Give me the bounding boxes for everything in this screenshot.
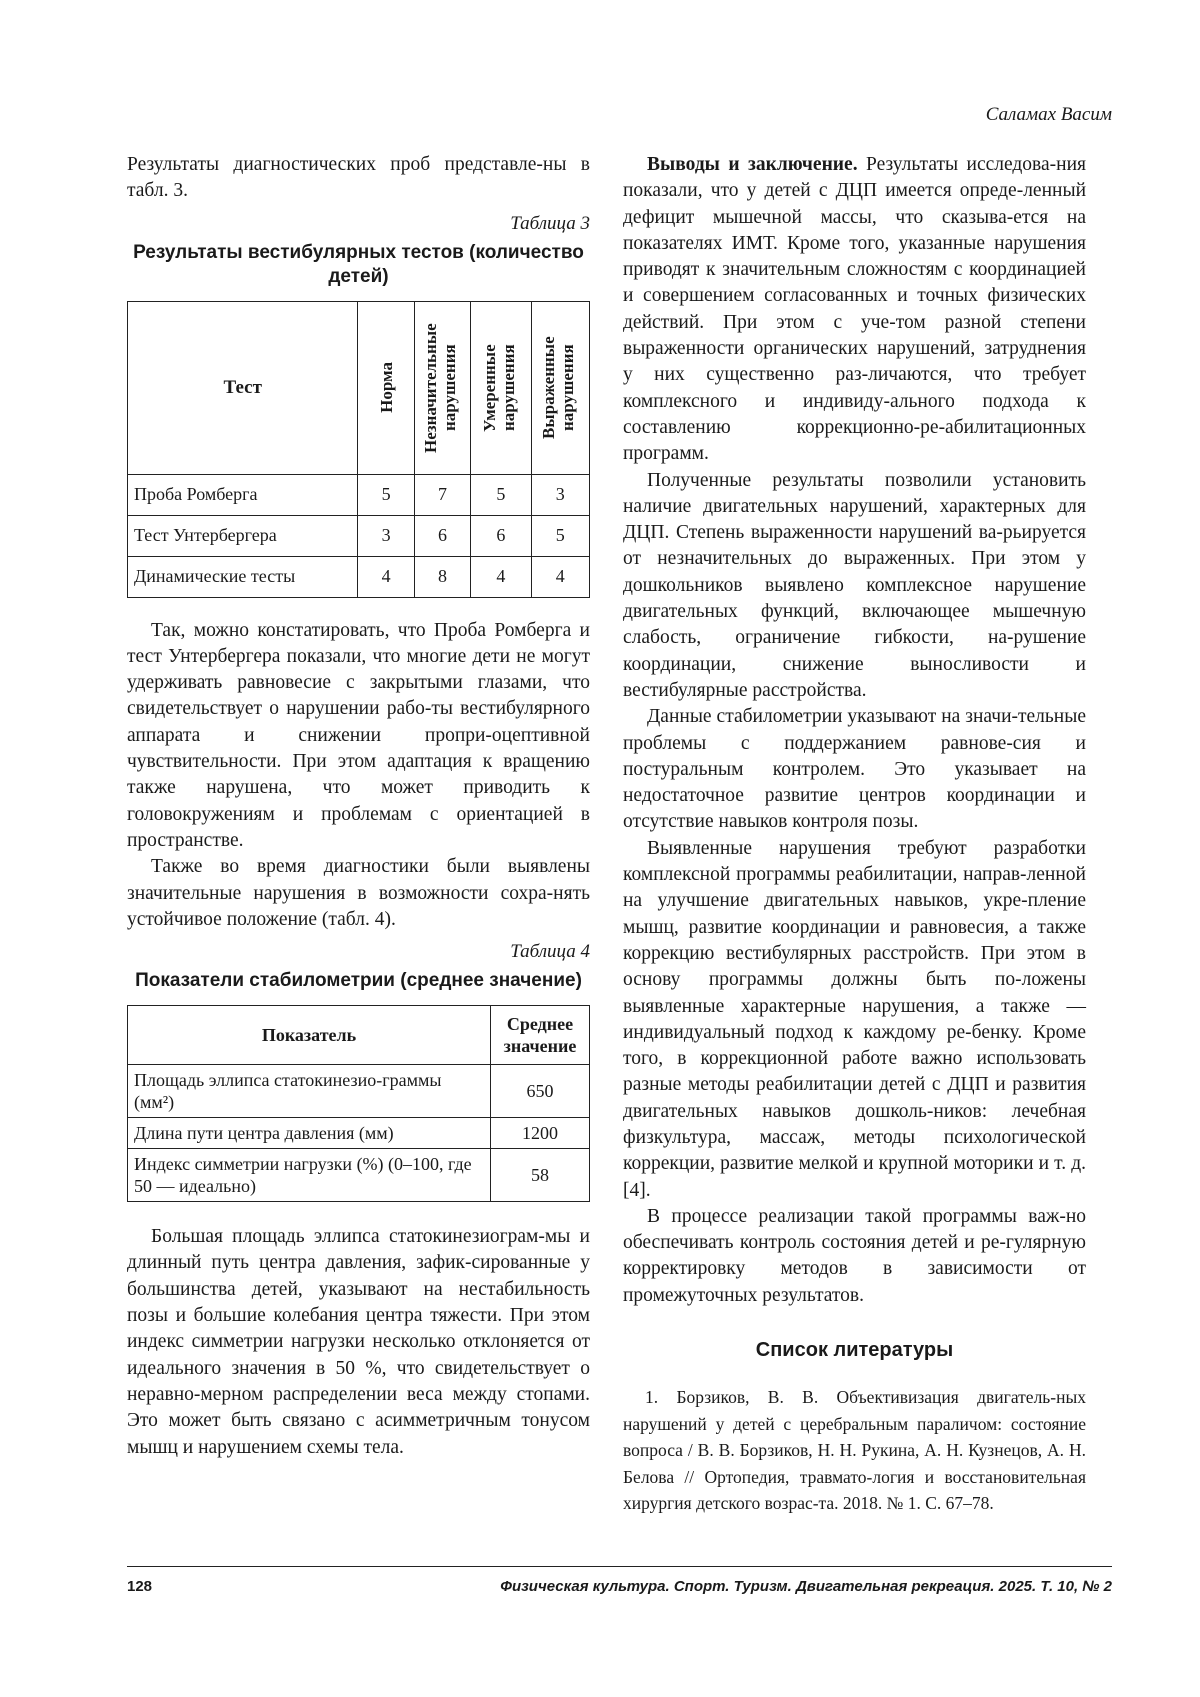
table3-cell-moderate: 4: [471, 556, 531, 597]
body-paragraph: Данные стабилометрии указывают на значи-тельные проблемы с поддержанием равнове-сия и постуральным контролем. Это указывает на недостаточное развитие центров координации и отсутствие навыков контроля позы.: [623, 706, 1086, 833]
table4-cell-value: 650: [491, 1065, 590, 1118]
table4-label: Таблица 4: [510, 941, 590, 963]
table3-cell-norm: 4: [358, 556, 414, 597]
table3-label: Таблица 3: [510, 212, 590, 234]
table3-cell-minor: 7: [414, 474, 470, 515]
table3-cell-severe: 3: [531, 474, 589, 515]
table3-cell-severe: 4: [531, 556, 589, 597]
table-row: [128, 556, 590, 597]
table3-col-minor: Незначительные нарушения: [414, 301, 470, 474]
table-row: [128, 1118, 590, 1149]
table4-cell-value: 58: [491, 1149, 590, 1202]
table3-cell-moderate: 5: [471, 474, 531, 515]
table3-cell-minor: 8: [414, 556, 470, 597]
conclusions-lead: Выводы и заключение.: [647, 154, 858, 175]
table3-col-moderate: Умеренные нарушения: [471, 301, 531, 474]
table3-cell-norm: 5: [358, 474, 414, 515]
table3-title: Результаты вестибулярных тестов (количество детей): [133, 241, 584, 287]
table3-col-severe: Выраженные нарушения: [531, 301, 589, 474]
body-paragraph: Большая площадь эллипса статокинезиограм-мы и длинный путь центра давления, зафик-сированные у большинства детей, указывают на нестабильность позы и большие колебания центра тяжести. При этом индекс симметрии нагрузки несколько отклоняется от идеального значения в 50 %, что свидетельствует о неравно-мерном распределении веса между стопами. Это может быть связано с асимметричным тонусом мышц и нарушением схемы тела.: [127, 1226, 590, 1458]
table4-cell-value: 1200: [491, 1118, 590, 1149]
table4-cell-name: Площадь эллипса статокинезио-граммы (мм²): [128, 1065, 491, 1118]
table3-cell-minor: 6: [414, 515, 470, 556]
table3-header-row: [128, 301, 590, 474]
journal-title: Физическая культура. Спорт. Туризм. Двигательная рекреация. 2025. Т. 10, № 2: [500, 1578, 1112, 1595]
table-row: [128, 474, 590, 515]
table3-col-test: Тест: [128, 301, 358, 474]
body-paragraph: Полученные результаты позволили установить наличие двигательных нарушений, характерных для ДЦП. Степень выраженности нарушений ва-рьируется от незначительных до выраженных. При этом у дошкольников выявлено комплексное нарушение двигательных функций, включающее мышечную слабость, ограничение гибкости, на-рушение координации, снижение выносливости и вестибулярные расстройства.: [623, 469, 1086, 701]
table3-cell-norm: 3: [358, 515, 414, 556]
conclusions-paragraph: [623, 152, 1086, 468]
body-paragraph: Выявленные нарушения требуют разработки комплексной программы реабилитации, направ-ленной на улучшение двигательных навыков, укре-пление мышц, развитие координации и равновесия, а также коррекцию вестибулярных расстройств. При этом в основу программы должны быть по-ложены выявленные характерные нарушения, а также — индивидуальный подход к каждому ре-бенку. Кроме того, в коррекционной работе важно использовать разные методы реабилитации детей с ДЦП и развития двигательных навыков дошколь-ников: лечебная физкультура, массаж, методы психологической коррекции, развитие мелкой и крупной моторики и т. д. [4].: [623, 837, 1086, 1201]
table3-cell-name: Тест Унтербергера: [128, 515, 358, 556]
intro-paragraph: Результаты диагностических проб представле-ны в табл. 3.: [127, 154, 590, 202]
reference-item: 1. Борзиков, В. В. Объективизация двигатель-ных нарушений у детей с церебральным параличом: состояние вопроса / В. В. Борзиков, Н. Н. Рукина, А. Н. Кузнецов, А. Н. Белова // Ортопедия, травмато-логия и восстановительная хирургия детского возрас-та. 2018. № 1. С. 67–78.: [623, 1387, 1086, 1514]
page-number: 128: [127, 1578, 153, 1595]
right-column: [623, 152, 1086, 1517]
footer-rule: [127, 1566, 1112, 1567]
table4-title: Показатели стабилометрии (среднее значение): [135, 970, 582, 992]
body-paragraph: Так, можно констатировать, что Проба Ромберга и тест Унтербергера показали, что многие дети не могут удерживать равновесие с закрытыми глазами, что свидетельствует о нарушении рабо-ты вестибулярного аппарата и снижении пропри-оцептивной чувствительности. При этом адаптация к вращению также нарушена, что может приводить к головокружениям и проблемам с ориентацией в пространстве.: [127, 619, 590, 851]
table-row: [128, 1065, 590, 1118]
table-row: [128, 1149, 590, 1202]
body-paragraph: В процессе реализации такой программы важ-но обеспечивать контроль состояния детей и ре-гулярную корректировку методов в зависимости от промежуточных результатов.: [623, 1205, 1086, 1306]
table3-cell-moderate: 6: [471, 515, 531, 556]
table3-col-norm: Норма: [358, 301, 414, 474]
table4-header-row: [128, 1006, 590, 1065]
references-title: Список литературы: [755, 1339, 954, 1362]
table4-cell-name: Длина пути центра давления (мм): [128, 1118, 491, 1149]
running-head-author: Саламах Васим: [985, 104, 1112, 125]
table3: [127, 301, 590, 598]
left-column: [127, 152, 590, 1461]
body-paragraph: Также во время диагностики были выявлены значительные нарушения в возможности сохра-нять устойчивое положение (табл. 4).: [127, 856, 590, 930]
table3-cell-name: Проба Ромберга: [128, 474, 358, 515]
table-row: [128, 515, 590, 556]
table4-cell-name: Индекс симметрии нагрузки (%) (0–100, где 50 — идеально): [128, 1149, 491, 1202]
table3-cell-severe: 5: [531, 515, 589, 556]
conclusions-text: Результаты исследова-ния показали, что у детей с ДЦП имеется опреде-ленный дефицит мышечной массы, что сказыва-ется на показателях ИМТ. Кроме того, указанные нарушения приводят к значительным сложностям с координацией и совершением согласованных и точных физических действий. При этом с уче-том разной степени выраженности органических нарушений, затруднения у них существенно раз-личаются, что требует комплексного и индивиду-ального подхода к составлению коррекционно-ре-абилитационных программ.: [623, 154, 1086, 465]
table4: [127, 1005, 590, 1202]
table4-col-value: Среднее значение: [491, 1006, 590, 1065]
table3-cell-name: Динамические тесты: [128, 556, 358, 597]
table4-col-indicator: Показатель: [128, 1006, 491, 1065]
